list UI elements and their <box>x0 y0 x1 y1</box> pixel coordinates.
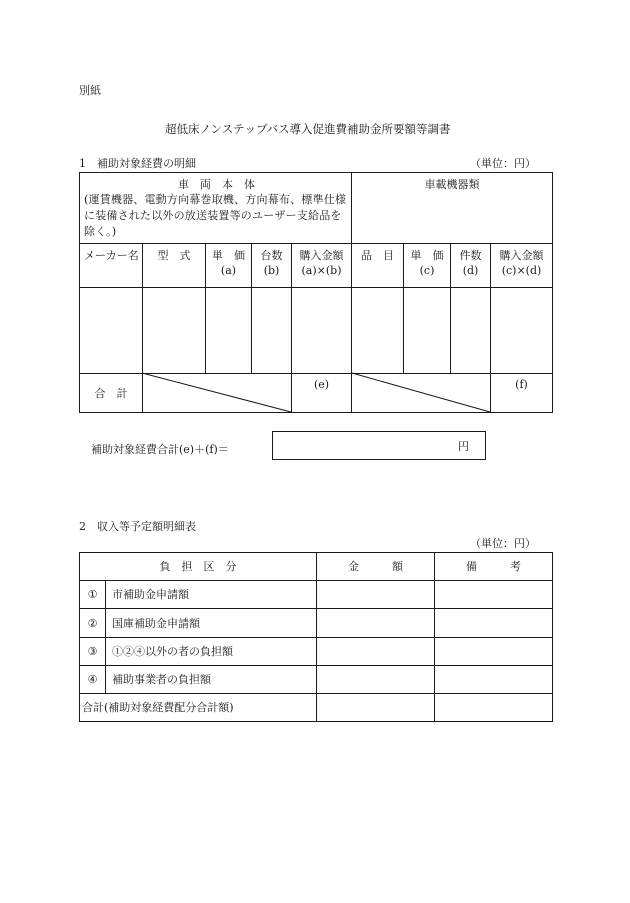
vehicle-body-header: 車 両 本 体 <box>178 178 255 191</box>
income-total-label: 合計(補助対象経費配分合計額) <box>80 694 317 722</box>
income-row <box>80 638 553 666</box>
section2-unit: （単位：円） <box>470 537 536 550</box>
row-number: ① <box>80 581 106 609</box>
onboard-equipment-header: 車載機器類 <box>352 173 553 244</box>
row-label: 補助事業者の負担額 <box>106 666 317 694</box>
header-category: 負 担 区 分 <box>80 553 317 581</box>
col-unit-price-label: 単 価 <box>212 249 245 262</box>
row-label: 国庫補助金申請額 <box>106 609 317 638</box>
header-amount: 金 額 <box>317 553 435 581</box>
row-amount[interactable] <box>317 581 435 609</box>
col-unit-price-c-label: 単 価 <box>410 249 444 262</box>
section1-unit: （単位：円） <box>470 157 536 170</box>
diagonal-vehicle <box>142 373 291 412</box>
row-remarks[interactable] <box>435 638 553 666</box>
row-label: 市補助金申請額 <box>106 581 317 609</box>
col-unit-price-code: (a) <box>220 264 237 277</box>
income-total-remarks[interactable] <box>435 694 553 722</box>
row-label: ①②④以外の者の負担額 <box>106 638 317 666</box>
row-remarks[interactable] <box>435 581 553 609</box>
col-purchase-2-formula: (c)×(d) <box>501 264 542 277</box>
total-f[interactable]: (f) <box>491 374 553 413</box>
income-schedule-table <box>79 552 553 722</box>
vehicle-body-note: (運賃機器、電動方向幕巻取機、方向幕布、標準仕様に装備された以外の放送装置等のユーザー支給品を除く。) <box>84 193 347 238</box>
income-total-row <box>80 694 553 722</box>
row-remarks[interactable] <box>435 666 553 694</box>
document-title: 超低床ノンステップバス導入促進費補助金所要額等調書 <box>165 122 451 136</box>
diagonal-equipment <box>352 373 490 412</box>
income-total-amount[interactable] <box>317 694 435 722</box>
sum-label: 補助対象経費合計(e)＋(f)＝ <box>91 443 229 456</box>
row-number: ③ <box>80 638 106 666</box>
row-amount[interactable] <box>317 638 435 666</box>
total-e[interactable]: (e) <box>292 374 352 413</box>
row-amount[interactable] <box>317 609 435 638</box>
total-label: 合 計 <box>80 374 143 413</box>
row-number: ④ <box>80 666 106 694</box>
section1-heading: 1 補助対象経費の明細 <box>79 157 196 170</box>
income-row <box>80 666 553 694</box>
col-model: 型 式 <box>143 244 206 288</box>
income-row <box>80 581 553 609</box>
col-maker: メーカー名 <box>80 244 143 288</box>
row-amount[interactable] <box>317 666 435 694</box>
row-number: ② <box>80 609 106 638</box>
col-unit-price-c-code: (c) <box>419 264 435 277</box>
sum-amount-field[interactable] <box>272 431 486 460</box>
col-count-code: (b) <box>263 264 280 277</box>
col-item: 品 目 <box>352 244 404 288</box>
attachment-label: 別紙 <box>79 84 101 97</box>
col-count-label: 台数 <box>260 249 283 262</box>
header-remarks: 備 考 <box>435 553 553 581</box>
col-purchase-formula: (a)×(b) <box>301 264 342 277</box>
section2-heading: 2 収入等予定額明細表 <box>79 520 196 533</box>
row-remarks[interactable] <box>435 609 553 638</box>
col-quantity-label: 件数 <box>459 249 482 262</box>
income-row <box>80 609 553 638</box>
sum-unit: 円 <box>458 440 469 453</box>
col-quantity-code: (d) <box>462 264 479 277</box>
col-purchase-label: 購入金額 <box>299 249 344 262</box>
col-purchase-2-label: 購入金額 <box>499 249 544 262</box>
